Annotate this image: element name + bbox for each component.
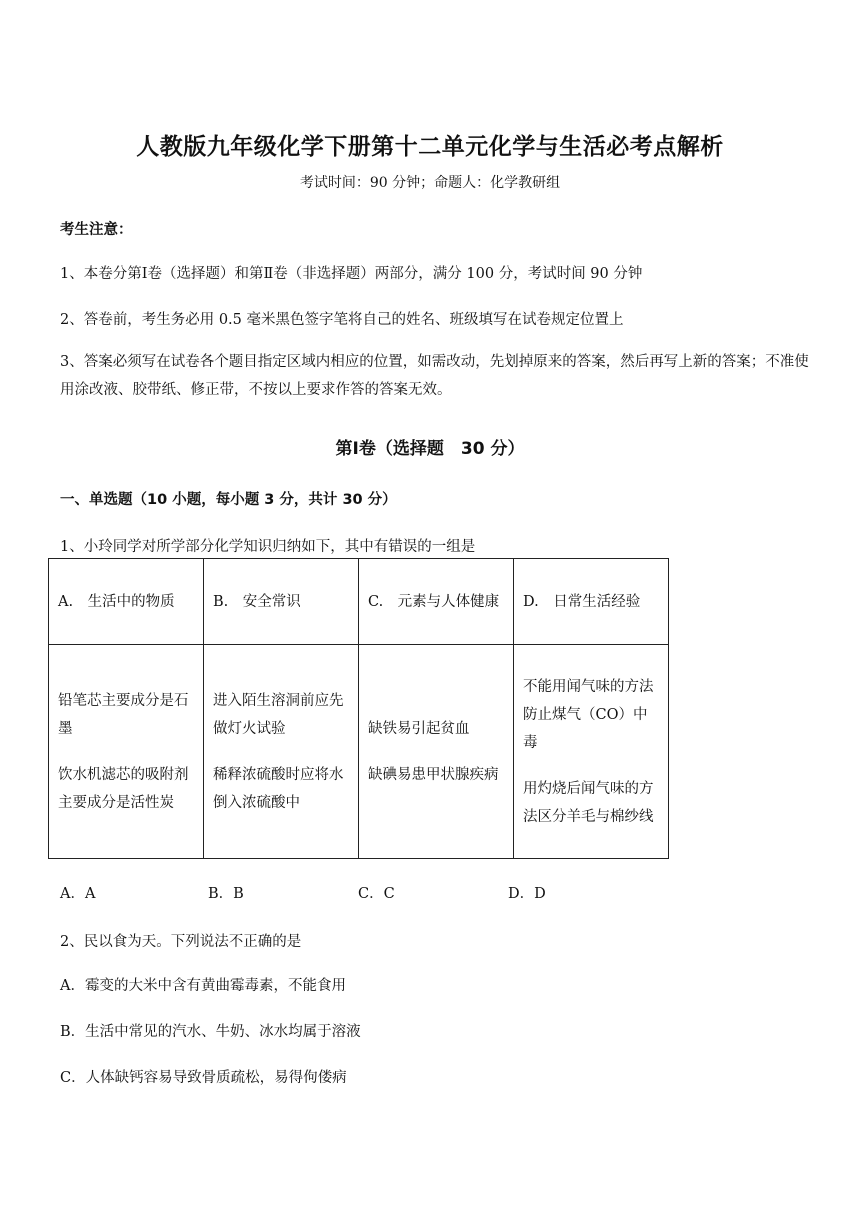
- notice-heading: 考生注意：: [60, 222, 133, 238]
- notice-item-3: 3、答案必须写在试卷各个题目指定区域内相应的位置，如需改动，先划掉原来的答案，然后再写上新的答案；不准使用涂改液、胶带纸、修正带，不按以上要求作答的答案无效。: [60, 354, 809, 398]
- notice-item-1: 1、本卷分第Ⅰ卷（选择题）和第Ⅱ卷（非选择题）两部分，满分 100 分，考试时间 90 分钟: [60, 266, 643, 282]
- table-cell-line: 不能用闻气味的方法防止煤气（CO）中毒: [523, 678, 654, 751]
- table-cell-line: 铅笔芯主要成分是石墨: [58, 692, 189, 737]
- document-title: 人教版九年级化学下册第十二单元化学与生活必考点解析: [136, 134, 724, 160]
- table-header-cell-b: B. 安全常识: [204, 559, 359, 645]
- question-1-stem: 1、小玲同学对所学部分化学知识归纳如下，其中有错误的一组是: [60, 539, 476, 555]
- question-2-option-b: B．生活中常见的汽水、牛奶、冰水均属于溶液: [60, 1024, 361, 1040]
- table-cell-line: 用灼烧后闻气味的方法区分羊毛与棉纱线: [523, 780, 654, 825]
- question-2-option-c: C．人体缺钙容易导致骨质疏松，易得佝偻病: [60, 1070, 347, 1086]
- question-1-option-b: B．B: [208, 886, 244, 902]
- table-cell-line: 缺铁易引起贫血: [368, 720, 470, 737]
- part-heading: 一、单选题（10 小题，每小题 3 分，共计 30 分）: [60, 492, 397, 508]
- table-cell-line: 进入陌生溶洞前应先做灯火试验: [213, 692, 344, 737]
- table-cell-a: [49, 645, 204, 859]
- table-cell-b: [204, 645, 359, 859]
- table-cell-c: [359, 645, 514, 859]
- table-header-cell-a: A. 生活中的物质: [49, 559, 204, 645]
- table-cell-line: 缺碘易患甲状腺疾病: [368, 766, 499, 783]
- notice-item-2: 2、答卷前，考生务必用 0.5 毫米黑色签字笔将自己的姓名、班级填写在试卷规定位置上: [60, 312, 624, 328]
- exam-info: 考试时间：90 分钟；命题人：化学教研组: [299, 175, 561, 191]
- knowledge-table: [48, 558, 669, 859]
- table-row: [49, 645, 669, 859]
- table-header-row: [49, 559, 669, 645]
- section-title: 第Ⅰ卷（选择题 30 分）: [335, 439, 525, 459]
- table-cell-line: 饮水机滤芯的吸附剂主要成分是活性炭: [58, 766, 189, 811]
- question-1-option-c: C．C: [358, 886, 395, 902]
- question-2-option-a: A．霉变的大米中含有黄曲霉毒素，不能食用: [60, 978, 346, 994]
- question-1-option-a: A．A: [60, 886, 96, 902]
- table-header-cell-d: D. 日常生活经验: [514, 559, 669, 645]
- question-2-stem: 2、民以食为天。下列说法不正确的是: [60, 934, 302, 950]
- question-1-option-d: D．D: [508, 886, 546, 902]
- table-header-cell-c: C. 元素与人体健康: [359, 559, 514, 645]
- table-cell-d: [514, 645, 669, 859]
- table-cell-line: 稀释浓硫酸时应将水倒入浓硫酸中: [213, 766, 344, 811]
